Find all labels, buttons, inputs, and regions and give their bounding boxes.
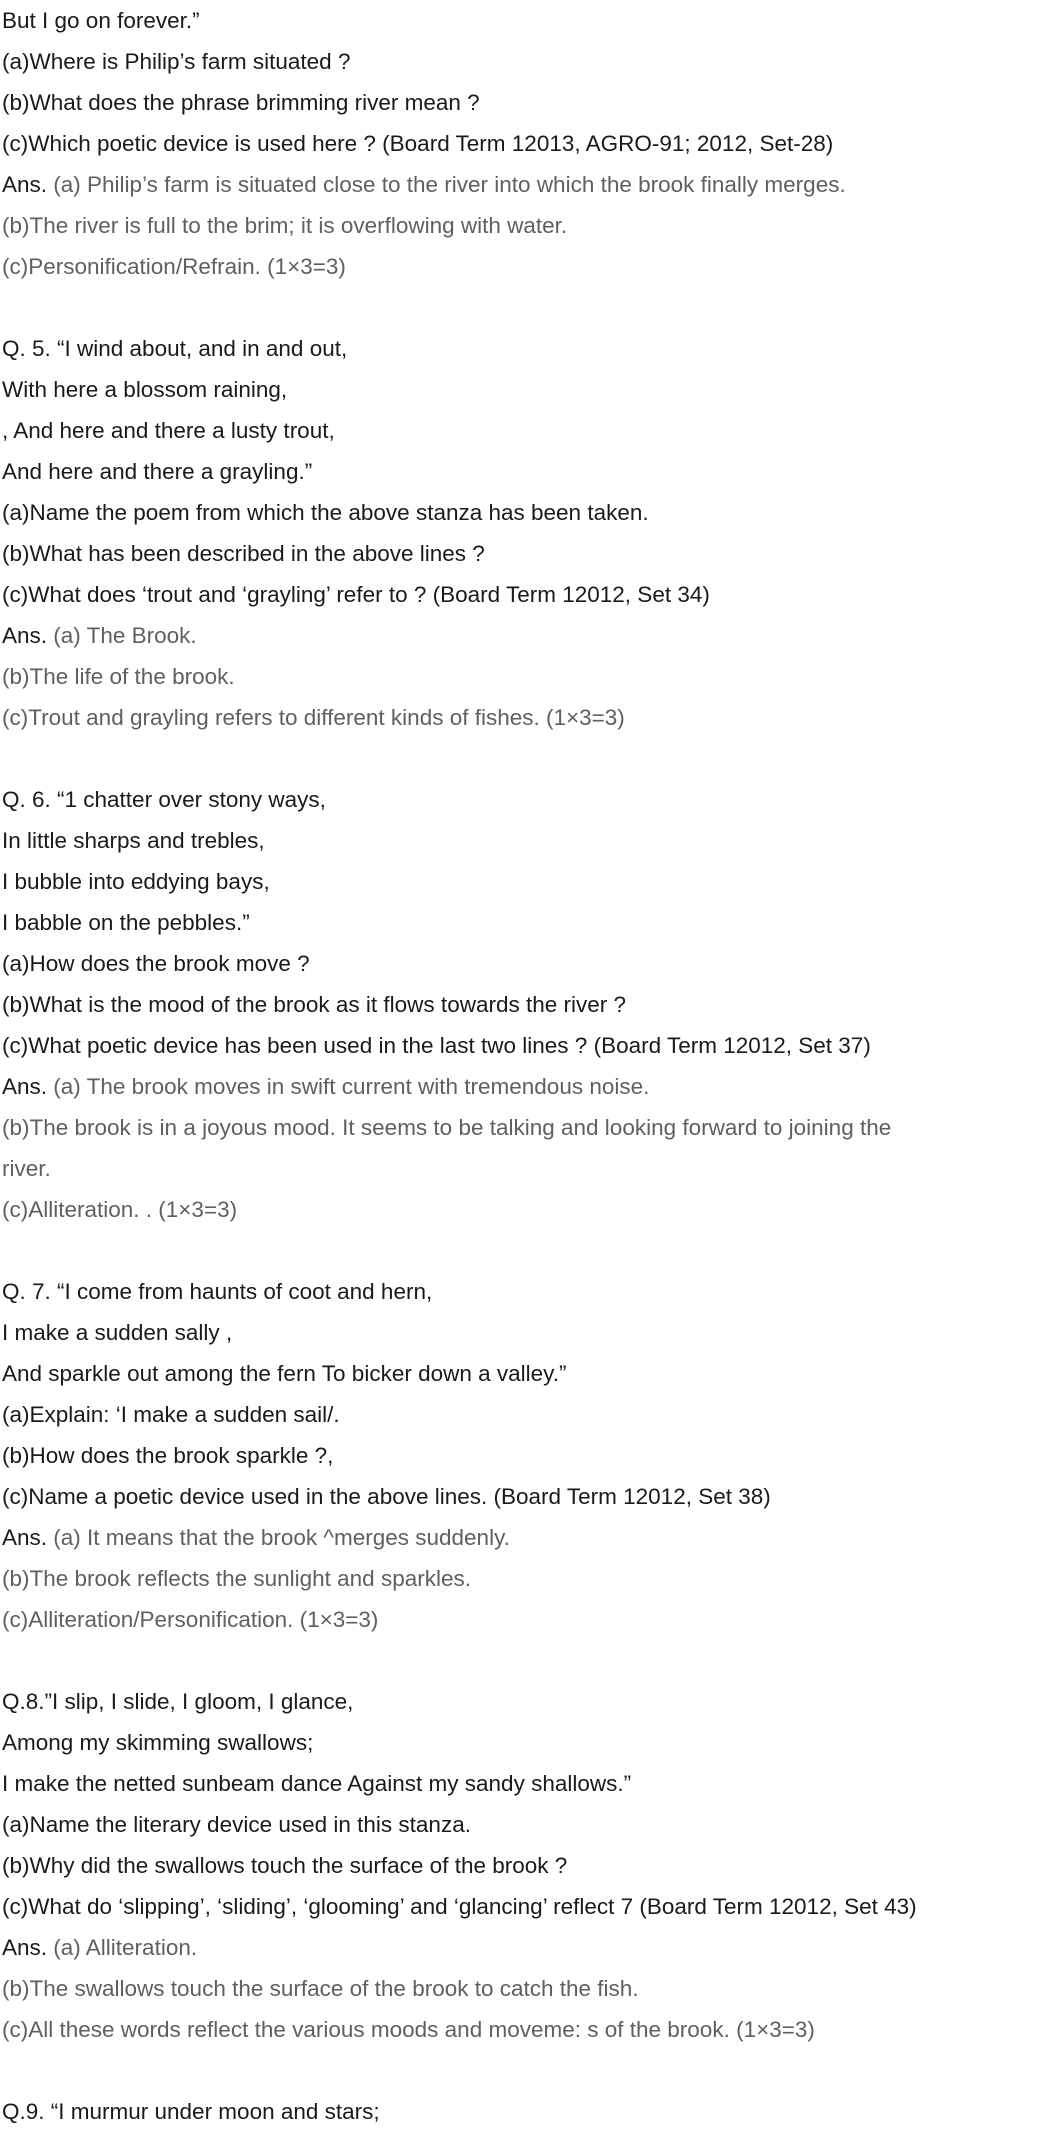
question-line: With here a blossom raining,: [2, 377, 288, 402]
question-line: (a)Name the poem from which the above stanza has been taken.: [2, 500, 649, 525]
answer-text: (a) Alliteration.: [47, 1935, 198, 1960]
question-line: (c)What poetic device has been used in the last two lines ? (Board Term 12012, Set 37): [2, 1033, 871, 1058]
question-line: Q. 7. “I come from haunts of coot and hern,: [2, 1279, 433, 1304]
answer-text: (a) It means that the brook ^merges suddenly.: [47, 1525, 510, 1550]
answer-line: [2, 1066, 1037, 1107]
question-block-q4-tail: [2, 0, 1037, 287]
question-line: Q.9. “I murmur under moon and stars;: [2, 2099, 380, 2124]
answer-text: (a) The Brook.: [47, 623, 197, 648]
answer-text: (a) The brook moves in swift current with tremendous noise.: [47, 1074, 650, 1099]
question-line: And sparkle out among the fern To bicker down a valley.”: [2, 1361, 567, 1386]
answer-line: river.: [2, 1156, 51, 1181]
question-line: (b)What does the phrase brimming river mean ?: [2, 90, 480, 115]
question-line: (a)Name the literary device used in this stanza.: [2, 1812, 471, 1837]
answer-line: [2, 1927, 1037, 1968]
question-line: In little sharps and trebles,: [2, 828, 265, 853]
answer-label: Ans.: [2, 1525, 48, 1550]
question-line: (b)How does the brook sparkle ?,: [2, 1443, 334, 1468]
block-spacer: [2, 1640, 1037, 1681]
answer-line: (b)The life of the brook.: [2, 664, 235, 689]
question-line: (b)What has been described in the above lines ?: [2, 541, 485, 566]
answer-line: (c)Trout and grayling refers to different kinds of fishes. (1×3=3): [2, 705, 625, 730]
question-line: Among my skimming swallows;: [2, 1730, 314, 1755]
answer-line: [2, 164, 1037, 205]
question-line: And here and there a grayling.”: [2, 459, 313, 484]
question-block-q9: [2, 2091, 1037, 2132]
question-line: Q. 6. “1 chatter over stony ways,: [2, 787, 326, 812]
question-line: I babble on the pebbles.”: [2, 910, 250, 935]
answer-line: (c)Alliteration. . (1×3=3): [2, 1197, 238, 1222]
question-line: (a)How does the brook move ?: [2, 951, 310, 976]
question-line: (c)What does ‘trout and ‘grayling’ refer to ? (Board Term 12012, Set 34): [2, 582, 710, 607]
question-line: (c)What do ‘slipping’, ‘sliding’, ‘glooming’ and ‘glancing’ reflect 7 (Board Term 12012, Set 43): [2, 1894, 917, 1919]
answer-line: (b)The river is full to the brim; it is overflowing with water.: [2, 213, 568, 238]
answer-text: (a) Philip’s farm is situated close to the river into which the brook finally merges.: [47, 172, 846, 197]
answer-label: Ans.: [2, 623, 48, 648]
answer-line: (c)All these words reflect the various moods and moveme: s of the brook. (1×3=3): [2, 2017, 815, 2042]
question-line: (b)Why did the swallows touch the surface of the brook ?: [2, 1853, 568, 1878]
question-line: But I go on forever.”: [2, 8, 200, 33]
block-spacer: [2, 287, 1037, 328]
answer-line: (c)Personification/Refrain. (1×3=3): [2, 254, 346, 279]
block-spacer: [2, 2050, 1037, 2091]
answer-line: (b)The brook reflects the sunlight and sparkles.: [2, 1566, 471, 1591]
question-line: (c)Name a poetic device used in the above lines. (Board Term 12012, Set 38): [2, 1484, 771, 1509]
answer-label: Ans.: [2, 1074, 48, 1099]
answer-line: (b)The swallows touch the surface of the brook to catch the fish.: [2, 1976, 639, 2001]
question-block-q5: [2, 328, 1037, 738]
answer-label: Ans.: [2, 1935, 48, 1960]
question-block-q8: [2, 1681, 1037, 2050]
block-spacer: [2, 1230, 1037, 1271]
question-line: , And here and there a lusty trout,: [2, 418, 335, 443]
question-line: (a)Where is Philip’s farm situated ?: [2, 49, 351, 74]
question-block-q6: [2, 779, 1037, 1230]
question-line: I make a sudden sally ,: [2, 1320, 233, 1345]
answer-line: [2, 1517, 1037, 1558]
answer-line: [2, 615, 1037, 656]
question-line: I make the netted sunbeam dance Against my sandy shallows.”: [2, 1771, 632, 1796]
question-line: Q.8.”I slip, I slide, I gloom, I glance,: [2, 1689, 354, 1714]
question-block-q7: [2, 1271, 1037, 1640]
block-spacer: [2, 738, 1037, 779]
question-line: (a)Explain: ‘I make a sudden sail/.: [2, 1402, 340, 1427]
question-line: (b)What is the mood of the brook as it flows towards the river ?: [2, 992, 627, 1017]
answer-line: (b)The brook is in a joyous mood. It seems to be talking and looking forward to joining the: [2, 1115, 892, 1140]
question-line: (c)Which poetic device is used here ? (Board Term 12013, AGRO-91; 2012, Set-28): [2, 131, 834, 156]
question-line: Q. 5. “I wind about, and in and out,: [2, 336, 348, 361]
answer-label: Ans.: [2, 172, 48, 197]
question-line: I bubble into eddying bays,: [2, 869, 270, 894]
answer-line: (c)Alliteration/Personification. (1×3=3): [2, 1607, 379, 1632]
